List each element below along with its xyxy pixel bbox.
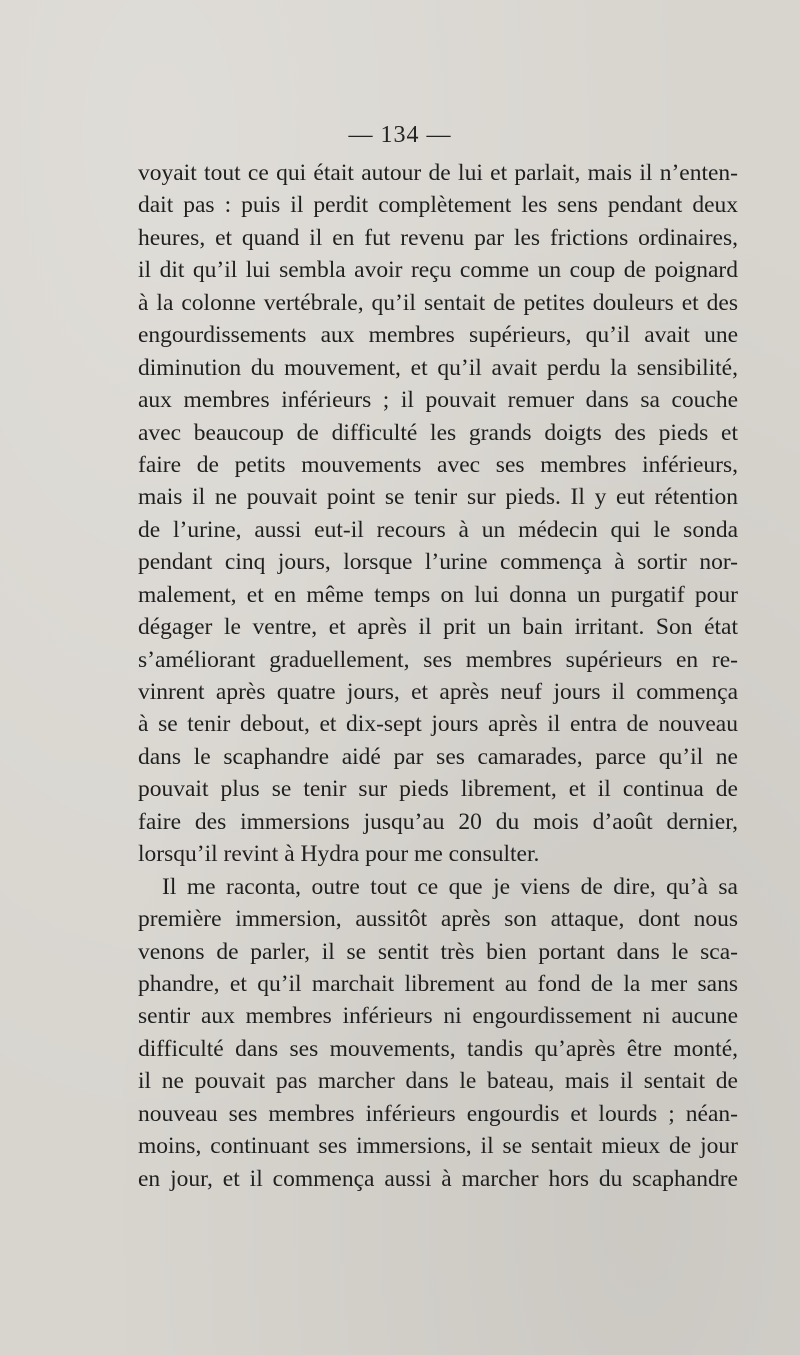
text-line: phandre, et qu’il marchait librement au fond de la mer sans — [138, 970, 738, 997]
text-line: sentir aux membres inférieurs ni engourdissement ni aucune — [138, 1003, 738, 1030]
text-line: nouveau ses membres inférieurs engourdis et lourds ; néan- — [138, 1100, 738, 1127]
text-line: heures, et quand il en fut revenu par les frictions ordinaires, — [138, 224, 738, 251]
text-line: il ne pouvait pas marcher dans le bateau, mais il sentait de — [138, 1068, 738, 1095]
text-line: faire des immersions jusqu’au 20 du mois d’août dernier, — [138, 808, 738, 835]
text-line-paragraph-start: Il me raconta, outre tout ce que je viens de dire, qu’à sa — [162, 873, 738, 900]
text-line: aux membres inférieurs ; il pouvait remuer dans sa couche — [138, 387, 738, 414]
text-line: de l’urine, aussi eut-il recours à un médecin qui le sonda — [138, 516, 738, 543]
text-line: moins, continuant ses immersions, il se sentait mieux de jour — [138, 1133, 738, 1160]
text-line: il dit qu’il lui sembla avoir reçu comme un coup de poignard — [138, 257, 738, 284]
text-line: première immersion, aussitôt après son attaque, dont nous — [138, 906, 738, 933]
text-line: voyait tout ce qui était autour de lui et parlait, mais il n’enten- — [138, 160, 738, 186]
text-line: à la colonne vertébrale, qu’il sentait de petites douleurs et des — [138, 289, 738, 316]
text-line: avec beaucoup de difficulté les grands doigts des pieds et — [138, 419, 738, 446]
text-line-paragraph-end: lorsqu’il revint à Hydra pour me consulter. — [138, 841, 540, 868]
text-line: dait pas : puis il perdit complètement les sens pendant deux — [138, 192, 738, 219]
text-line: engourdissements aux membres supérieurs, qu’il avait une — [138, 322, 738, 349]
text-line: venons de parler, il se sentit très bien portant dans le sca- — [138, 938, 738, 965]
text-line: faire de petits mouvements avec ses membres inférieurs, — [138, 451, 738, 478]
text-line: difficulté dans ses mouvements, tandis qu’après être monté, — [138, 1035, 738, 1062]
text-line: malement, et en même temps on lui donna un purgatif pour — [138, 581, 738, 608]
text-line: diminution du mouvement, et qu’il avait perdu la sensibilité, — [138, 354, 738, 381]
text-line: à se tenir debout, et dix-sept jours après il entra de nouveau — [138, 711, 738, 738]
text-line: pendant cinq jours, lorsque l’urine commença à sortir nor- — [138, 549, 738, 576]
body-text — [138, 157, 738, 1195]
text-line: dégager le ventre, et après il prit un bain irritant. Son état — [138, 614, 738, 641]
text-line: mais il ne pouvait point se tenir sur pieds. Il y eut rétention — [138, 484, 738, 511]
text-line: s’améliorant graduellement, ses membres supérieurs en re- — [138, 646, 738, 673]
page-number: — 134 — — [348, 122, 452, 148]
text-line: en jour, et il commença aussi à marcher hors du scaphandre — [138, 1165, 738, 1192]
text-line: vinrent après quatre jours, et après neuf jours il commença — [138, 679, 738, 705]
text-line: pouvait plus se tenir sur pieds librement, et il continua de — [138, 776, 738, 803]
text-line: dans le scaphandre aidé par ses camarades, parce qu’il ne — [138, 743, 738, 770]
